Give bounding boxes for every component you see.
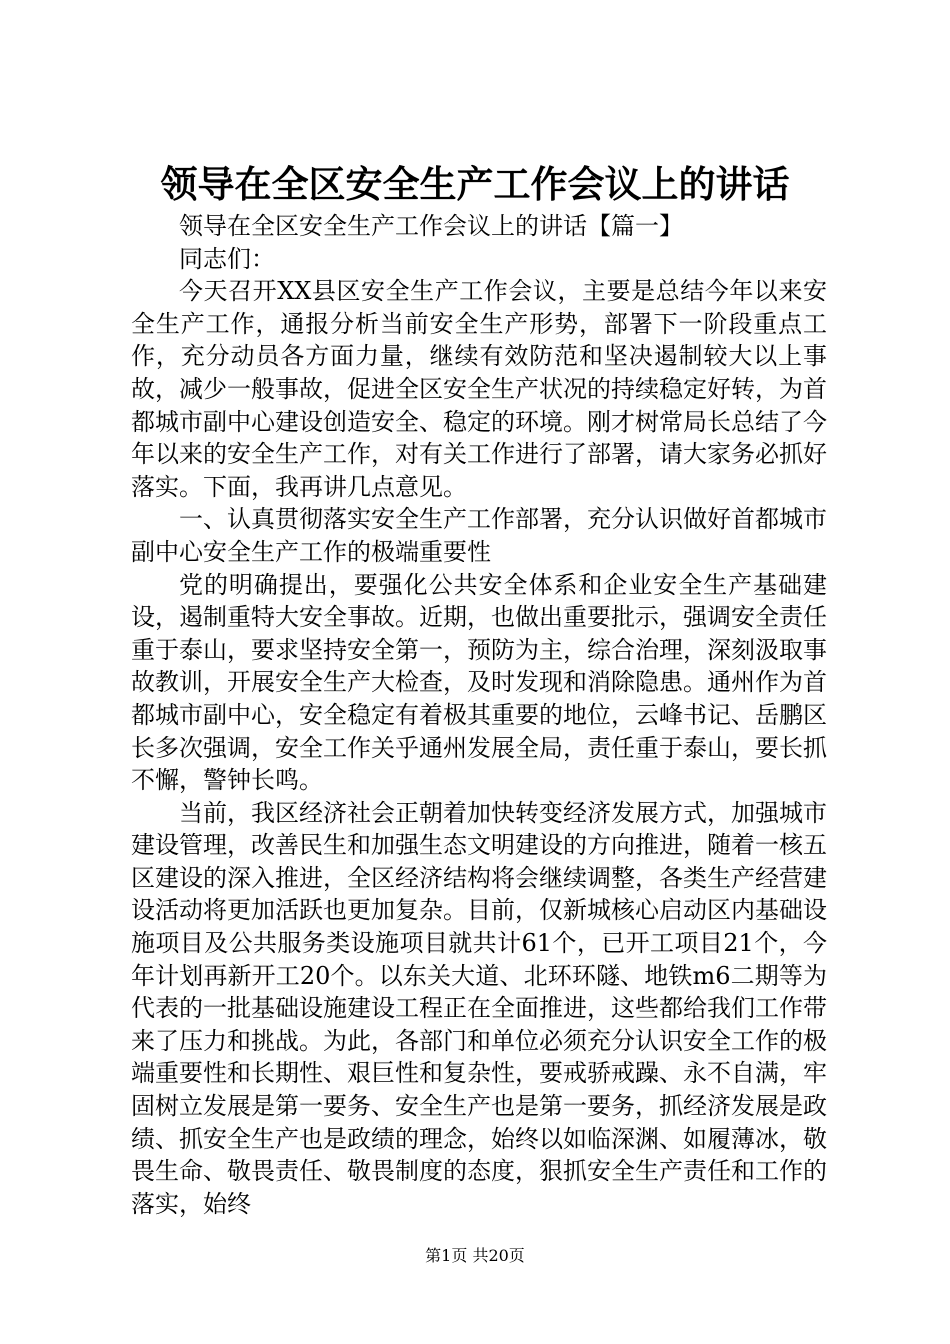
document-body: [131, 210, 827, 1220]
paragraph-opening: 今天召开XX县区安全生产工作会议，主要是总结今年以来安全生产工作，通报分析当前安全生产形势，部署下一阶段重点工作，充分动员各方面力量，继续有效防范和坚决遏制较大以上事故，减少一般事故，促进全区安全生产状况的持续稳定好转，为首都城市副中心建设创造安全、稳定的环境。刚才树常局长总结了今年以来的安全生产工作，对有关工作进行了部署，请大家务必抓好落实。下面，我再讲几点意见。: [131, 277, 827, 501]
section-heading: 领导在全区安全生产工作会议上的讲话【篇一】: [179, 212, 683, 240]
document-title: 领导在全区安全生产工作会议上的讲话: [160, 162, 790, 206]
page-footer: 第1页 共20页: [425, 1246, 525, 1265]
salutation: 同志们：: [179, 244, 275, 273]
paragraph: 党的明确提出，要强化公共安全体系和企业安全生产基础建设，遏制重特大安全事故。近期，也做出重要批示，强调安全责任重于泰山，要求坚持安全第一，预防为主，综合治理，深刻汲取事故教训，开展安全生产大检查，及时发现和消除隐患。通州作为首都城市副中心，安全稳定有着极其重要的地位，云峰书记、岳鹏区长多次强调，安全工作关乎通州发展全局，责任重于泰山，要长抓不懈，警钟长鸣。: [131, 570, 827, 795]
section-heading-one: 一、认真贯彻落实安全生产工作部署，充分认识做好首都城市副中心安全生产工作的极端重要性: [131, 505, 827, 566]
paragraph: 当前，我区经济社会正朝着加快转变经济发展方式，加强城市建设管理，改善民生和加强生态文明建设的方向推进，随着一核五区建设的深入推进，全区经济结构将会继续调整，各类生产经营建设活动将更加活跃也更加复杂。目前，仅新城核心启动区内基础设施项目及公共服务类设施项目就共计61个，已开工项目21个，今年计划再新开工20个。以东关大道、北环环隧、地铁m6二期等为代表的一批基础设施建设工程正在全面推进，这些都给我们工作带来了压力和挑战。为此，各部门和单位必须充分认识安全工作的极端重要性和长期性、艰巨性和复杂性，要戒骄戒躁、永不自满，牢固树立发展是第一要务、安全生产也是第一要务，抓经济发展是政绩、抓安全生产也是政绩的理念，始终以如临深渊、如履薄冰，敬畏生命、敬畏责任、敬畏制度的态度，狠抓安全生产责任和工作的落实，始终: [131, 798, 827, 1218]
